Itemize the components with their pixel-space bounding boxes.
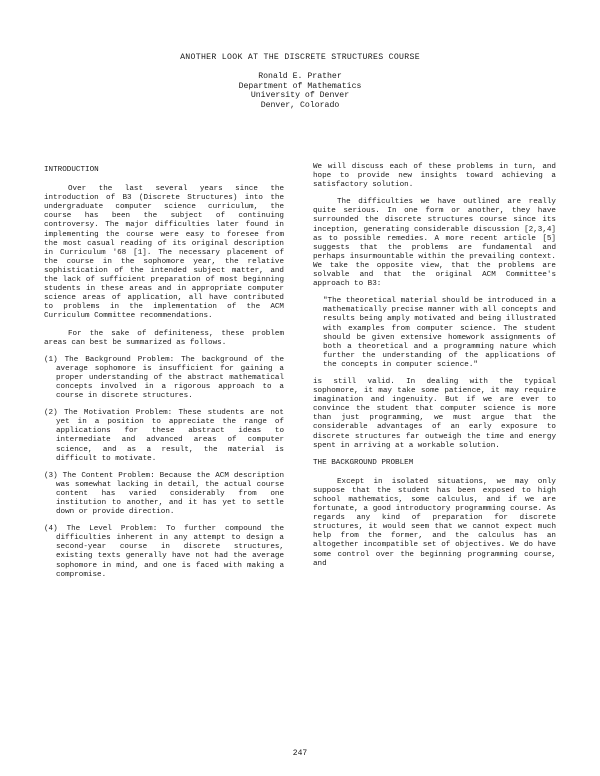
list-item-level-problem: (4) The Level Problem: To further compound the difficulties inherent in any attempt to design a second-year course in discrete structures, existing texts generally have not had the average sophomore in mind, and one is faced with making a compromise. [44, 525, 284, 579]
section-heading-background-problem: THE BACKGROUND PROBLEM [313, 458, 414, 467]
right-column [313, 163, 556, 577]
body-paragraph: is still valid. In dealing with the typical sophomore, it may take some patience, it may require imagination and ingenuity. But if we are ever to convince the student that computer science is more than just programming, we must argue that the considerable advantages of an early exposure to discrete structures far outweigh the time and energy spent in arriving at a workable solution. [313, 377, 556, 450]
block-quote: "The theoretical material should be introduced in a mathematically precise manner with all concepts and results being amply motivated and being illustrated with examples from computer science. The student should be given extensive homework assignments of both a theoretical and a programming nature which further the understanding of the applications of the concepts in computer science." [323, 297, 556, 369]
body-paragraph: Over the last several years since the introduction of B3 (Discrete Structures) into the undergraduate computer science curriculum, the course has been the subject of continuing controversy. The major difficulties later found in implementing the course were easy to foresee from the most casual reading of its original description in Curriculum '68 [1]. The necessary placement of the course in the sophomore year, the relative sophistication of the intended subject matter, and the lack of sufficient preparation of most beginning students in these areas and in appropriate computer science areas of application, all have contributed to problems in the implementation of the ACM Curriculum Committee recommendations. [44, 185, 284, 321]
body-paragraph: We will discuss each of these problems in turn, and hope to provide new insights toward achieving a satisfactory solution. [313, 163, 556, 190]
list-item-content-problem: (3) The Content Problem: Because the ACM description was somewhat lacking in detail, the actual course content has varied considerably from one institution to another, and it has yet to settle down or provide direction. [44, 471, 284, 517]
page-number: 247 [292, 749, 308, 758]
author-name: Ronald E. Prather [258, 72, 342, 81]
author-department: Department of Mathematics [238, 81, 362, 91]
section-heading-introduction: INTRODUCTION [44, 166, 99, 174]
paper-title: ANOTHER LOOK AT THE DISCRETE STRUCTURES COURSE [180, 53, 420, 62]
body-paragraph: For the sake of definiteness, these problem areas can best be summarized as follows. [44, 329, 284, 347]
list-item-motivation-problem: (2) The Motivation Problem: These students are not yet in a position to appreciate the range of applications for these abstract ideas to intermediate and advanced areas of computer science, and as a result, the material is difficult to motivate. [44, 409, 284, 463]
body-paragraph: Except in isolated situations, we may only suppose that the student has been exposed to high school mathematics, some calculus, and if we are fortunate, a good introductory programming course. As regards any kind of preparation for discrete structures, it would seem that we cannot expect much help from the former, and the calculus has an altogether incompatible set of objectives. We do have some control over the beginning programming course, and [313, 477, 556, 568]
body-paragraph: The difficulties we have outlined are really quite serious. In one form or another, they have surrounded the discrete structures course since its inception, generating considerable discussion [2,3,4] as to possible remedies. A more recent article [5] suggests that the problems are fundamental and perhaps insurmountable within the prevailing context. We take the opposite view, that the problems are solvable and that the original ACM Committee's approach to B3: [313, 198, 556, 289]
author-block [0, 72, 600, 110]
author-university: University of Denver [250, 91, 350, 101]
author-location: Denver, Colorado [260, 100, 340, 110]
left-column [44, 166, 284, 588]
list-item-background-problem: (1) The Background Problem: The background of the average sophomore is insufficient for gaining a proper understanding of the abstract mathematical concepts involved in a rigorous approach to a course in discrete structures. [44, 355, 284, 401]
